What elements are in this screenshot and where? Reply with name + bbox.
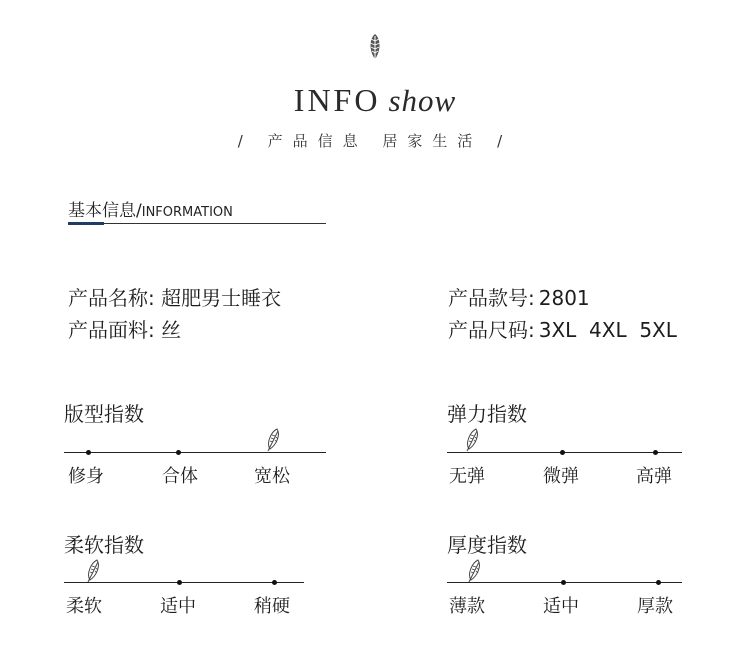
scale-label: 宽松 (254, 466, 290, 487)
scale-label: 适中 (160, 596, 196, 617)
scale-label: 适中 (543, 596, 579, 617)
section-title-en: INFORMATION (141, 205, 233, 220)
index-softness-title: 柔软指数 (64, 533, 144, 557)
scale-label: 稍硬 (254, 596, 290, 617)
product-size (448, 314, 677, 343)
section-divider (68, 223, 326, 224)
scale-dot (656, 580, 661, 585)
section-divider-accent (68, 222, 104, 225)
scale-dot (653, 450, 658, 455)
scale-label: 合体 (162, 466, 198, 487)
scale-dot (177, 580, 182, 585)
title-script: show (388, 83, 457, 118)
index-elasticity-title: 弹力指数 (447, 402, 527, 426)
product-style (448, 282, 590, 311)
product-material-value: 丝 (161, 318, 182, 342)
product-material-label: 产品面料: (68, 318, 155, 342)
page-title (0, 82, 750, 119)
scale-label: 无弹 (449, 466, 485, 487)
section-heading (68, 196, 233, 221)
index-thickness-title: 厚度指数 (447, 533, 527, 557)
index-thickness (447, 529, 682, 619)
scale-dot (86, 450, 91, 455)
scale-label: 微弹 (543, 466, 579, 487)
scale-label: 厚款 (637, 596, 673, 617)
product-size-value: 3XL 4XL 5XL (538, 318, 677, 342)
feather-icon (463, 428, 481, 452)
scale-dot (272, 580, 277, 585)
index-elasticity (447, 398, 682, 488)
scale-line (64, 452, 326, 453)
feather-icon (84, 559, 102, 583)
scale-label: 修身 (68, 466, 104, 487)
feather-icon (366, 33, 384, 63)
index-softness (64, 529, 304, 619)
product-style-label: 产品款号: (448, 286, 535, 310)
scale-label: 柔软 (66, 596, 102, 617)
title-main: INFO (293, 82, 381, 118)
scale-dot (560, 450, 565, 455)
page-subtitle: / 产品信息 居家生活 / (237, 132, 513, 150)
feather-icon (465, 559, 483, 583)
section-title-cn: 基本信息/ (68, 201, 142, 221)
scale-dot (561, 580, 566, 585)
scale-dot (176, 450, 181, 455)
product-size-label: 产品尺码: (448, 318, 535, 342)
product-name-label: 产品名称: (68, 286, 155, 310)
feather-icon (264, 428, 282, 452)
product-name (68, 282, 281, 311)
scale-line (64, 582, 304, 583)
scale-label: 薄款 (449, 596, 485, 617)
product-material (68, 314, 181, 343)
product-name-value: 超肥男士睡衣 (161, 286, 282, 310)
index-fit (64, 398, 326, 488)
index-fit-title: 版型指数 (64, 402, 144, 426)
product-style-value: 2801 (538, 286, 590, 310)
scale-label: 高弹 (636, 466, 672, 487)
